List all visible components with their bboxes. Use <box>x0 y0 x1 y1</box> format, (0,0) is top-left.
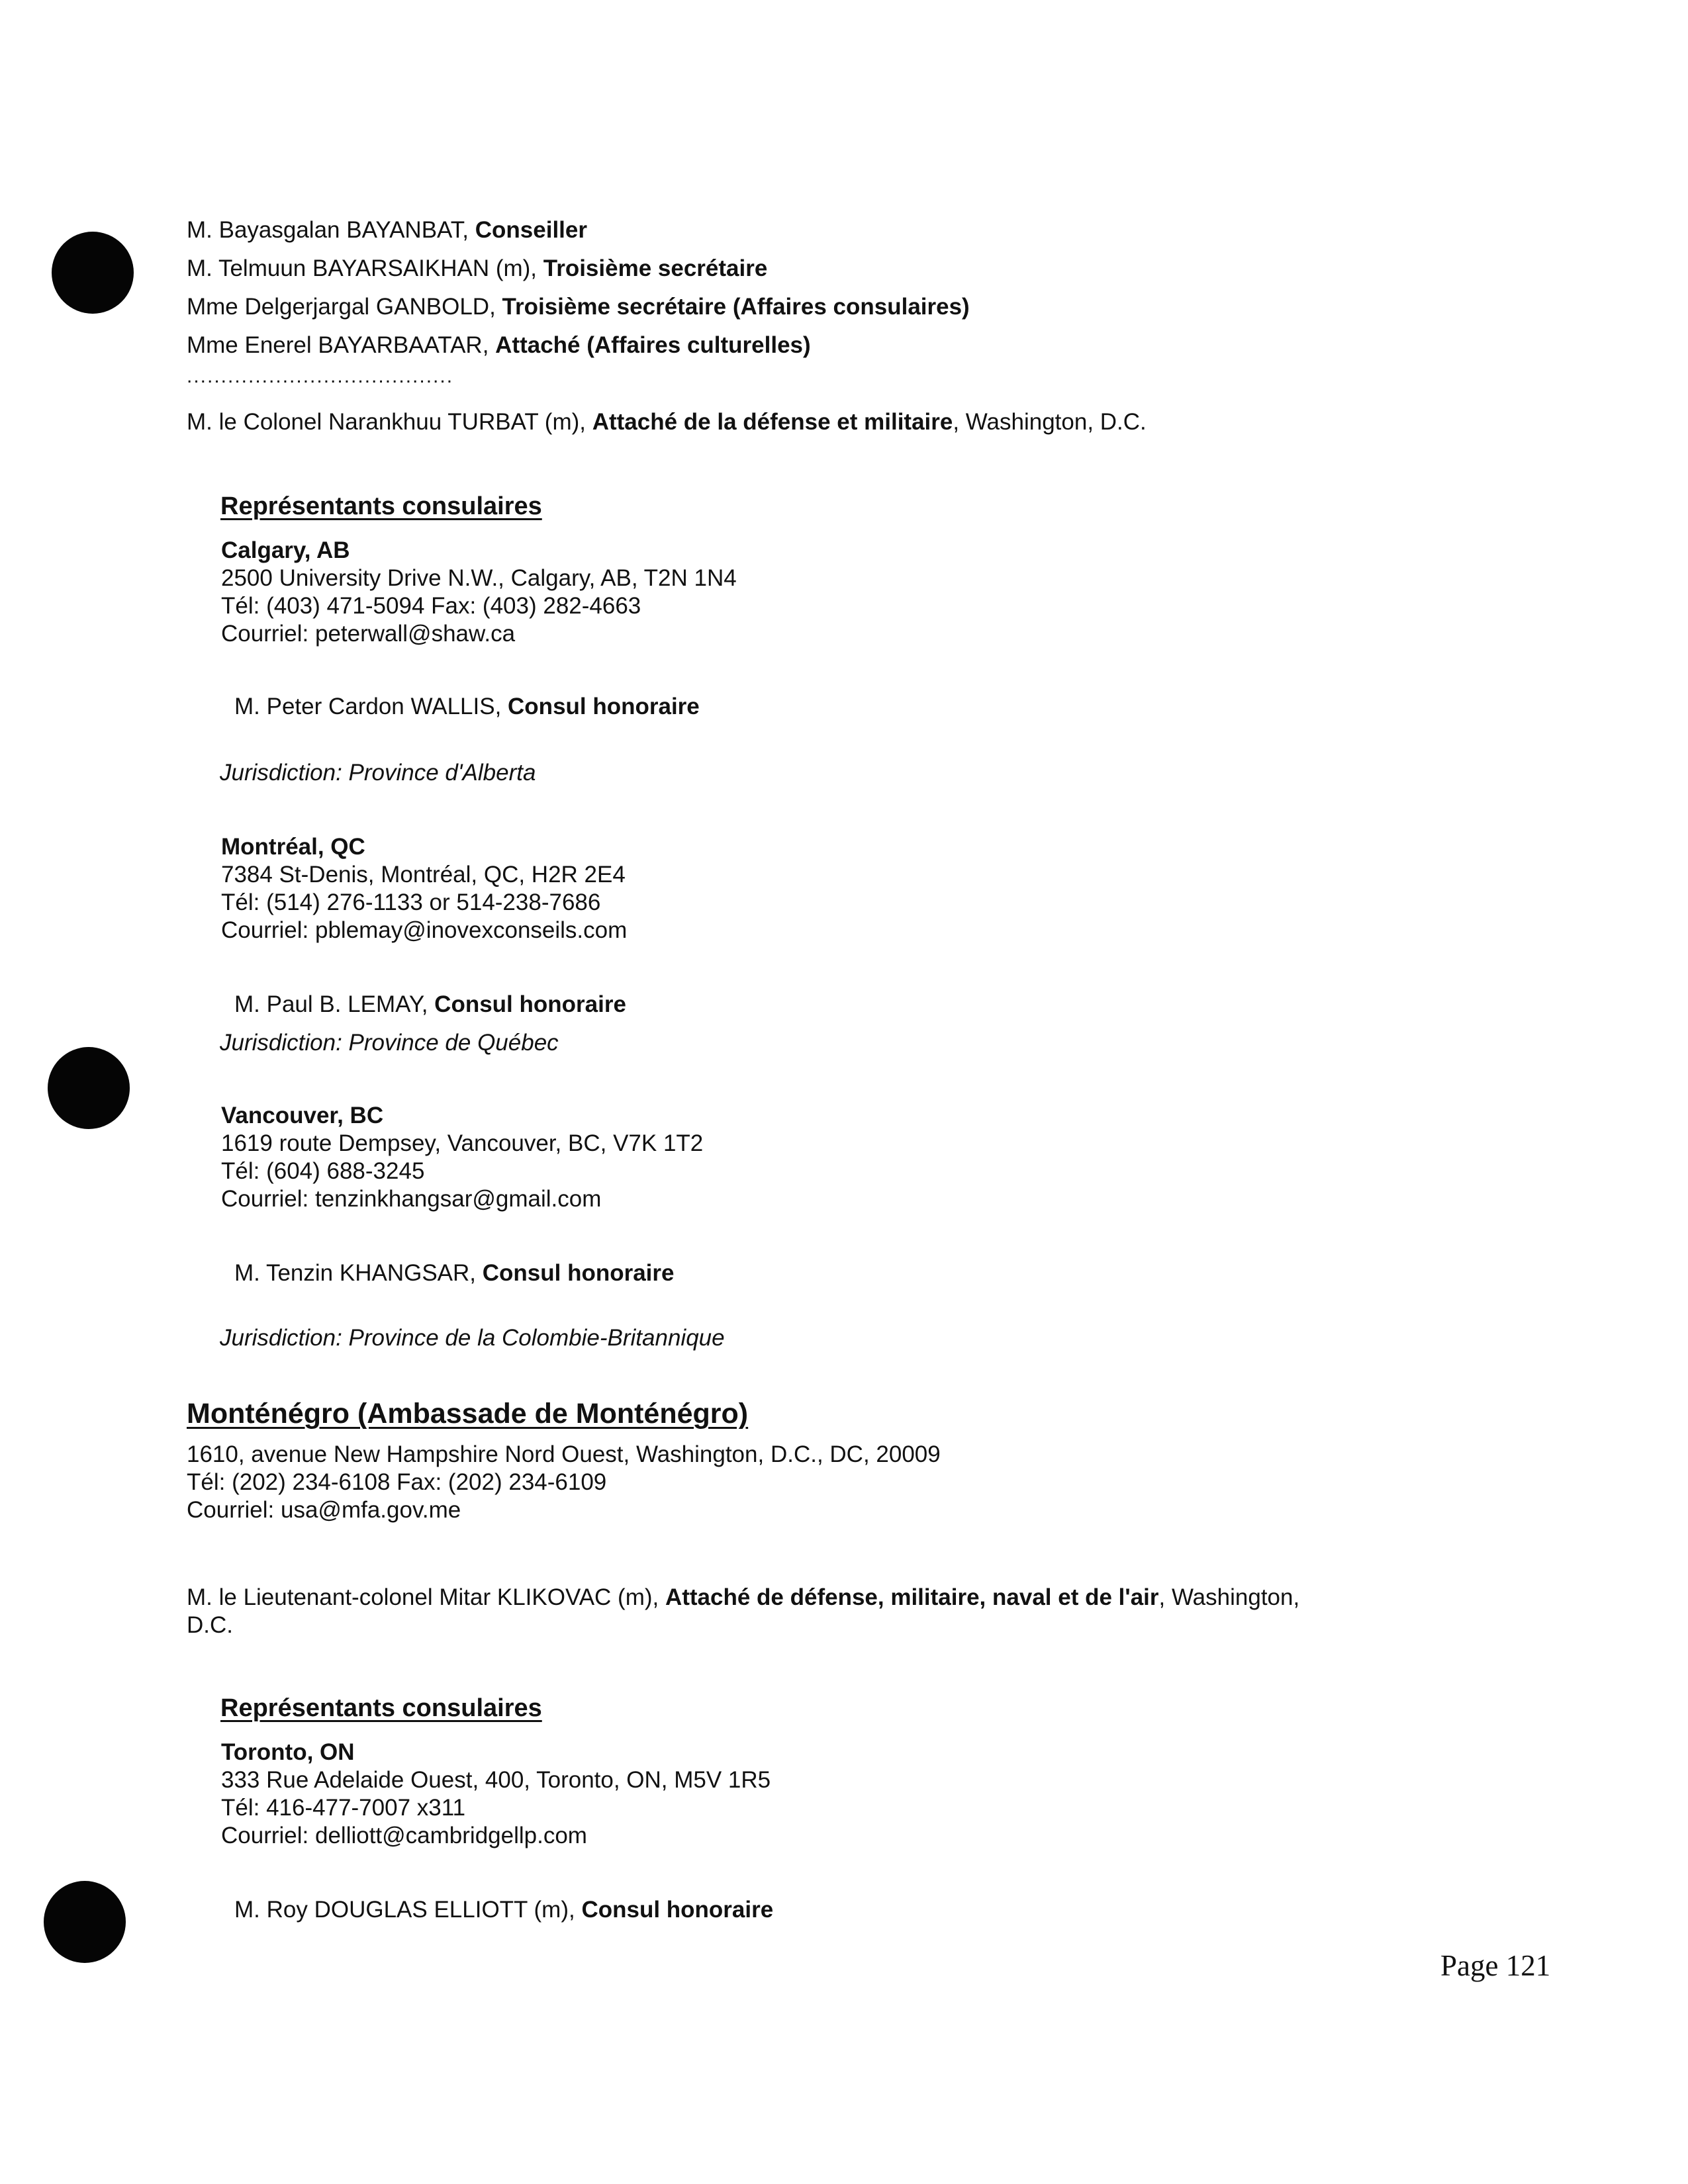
attache-location: , Washington, <box>1158 1584 1300 1610</box>
attache-title: Attaché de la défense et militaire <box>592 409 953 435</box>
attache-location: , Washington, D.C. <box>953 409 1147 435</box>
office-email: Courriel: peterwall@shaw.ca <box>221 621 516 647</box>
consul-name: M. Peter Cardon WALLIS, <box>234 694 508 719</box>
office-phone: Tél: (604) 688-3245 <box>221 1158 425 1184</box>
embassy-email: Courriel: usa@mfa.gov.me <box>187 1497 461 1523</box>
consul-entry <box>234 1259 675 1288</box>
jurisdiction: Jurisdiction: Province de la Colombie-Britannique <box>220 1325 725 1351</box>
office-city: Montréal, QC <box>221 834 365 860</box>
attache-name: M. le Colonel Narankhuu TURBAT (m), <box>187 409 592 435</box>
staff-entry <box>187 331 811 360</box>
binder-hole-bottom <box>44 1881 126 1963</box>
consul-entry <box>234 1895 773 1925</box>
consul-title: Consul honoraire <box>434 991 626 1017</box>
staff-title: Conseiller <box>475 217 587 243</box>
consular-heading: Représentants consulaires <box>220 1694 542 1722</box>
office-city: Vancouver, BC <box>221 1103 384 1128</box>
office-address: 2500 University Drive N.W., Calgary, AB, T2N 1N4 <box>221 565 737 591</box>
consul-name: M. Paul B. LEMAY, <box>234 991 435 1017</box>
consular-heading: Représentants consulaires <box>220 492 542 520</box>
consul-name: M. Tenzin KHANGSAR, <box>234 1260 483 1286</box>
consul-entry <box>234 990 626 1019</box>
consul-title: Consul honoraire <box>581 1897 774 1923</box>
jurisdiction: Jurisdiction: Province d'Alberta <box>220 760 536 786</box>
embassy-address: 1610, avenue New Hampshire Nord Ouest, Washington, D.C., DC, 20009 <box>187 1441 941 1467</box>
defense-attache-entry <box>187 1583 1299 1612</box>
staff-name: M. Telmuun BAYARSAIKHAN (m), <box>187 255 543 281</box>
staff-entry <box>187 216 587 245</box>
attache-title: Attaché de défense, militaire, naval et de l'air <box>665 1584 1159 1610</box>
staff-name: M. Bayasgalan BAYANBAT, <box>187 217 475 243</box>
defense-attache-entry <box>187 408 1147 437</box>
office-city: Calgary, AB <box>221 537 350 563</box>
attache-name: M. le Lieutenant-colonel Mitar KLIKOVAC (m), <box>187 1584 665 1610</box>
staff-name: Mme Delgerjargal GANBOLD, <box>187 294 502 320</box>
consul-title: Consul honoraire <box>508 694 700 719</box>
attache-location-continued: D.C. <box>187 1612 233 1638</box>
office-email: Courriel: delliott@cambridgellp.com <box>221 1823 587 1848</box>
staff-title: Troisième secrétaire (Affaires consulaires) <box>502 294 970 320</box>
jurisdiction: Jurisdiction: Province de Québec <box>220 1030 559 1056</box>
binder-hole-top <box>52 232 134 314</box>
staff-title: Attaché (Affaires culturelles) <box>495 332 811 358</box>
office-phone: Tél: (403) 471-5094 Fax: (403) 282-4663 <box>221 593 641 619</box>
staff-entry <box>187 293 970 322</box>
binder-hole-middle <box>48 1047 130 1129</box>
dotted-separator: ....................................... <box>187 365 454 387</box>
staff-name: Mme Enerel BAYARBAATAR, <box>187 332 496 358</box>
office-address: 7384 St-Denis, Montréal, QC, H2R 2E4 <box>221 862 626 887</box>
office-email: Courriel: tenzinkhangsar@gmail.com <box>221 1186 602 1212</box>
country-heading: Monténégro (Ambassade de Monténégro) <box>187 1398 749 1430</box>
office-phone: Tél: 416-477-7007 x311 <box>221 1795 466 1821</box>
page-number: Page 121 <box>1440 1949 1551 1982</box>
office-email: Courriel: pblemay@inovexconseils.com <box>221 917 628 943</box>
consul-title: Consul honoraire <box>482 1260 675 1286</box>
staff-title: Troisième secrétaire <box>543 255 768 281</box>
staff-entry <box>187 254 767 283</box>
office-city: Toronto, ON <box>221 1739 355 1765</box>
embassy-phone: Tél: (202) 234-6108 Fax: (202) 234-6109 <box>187 1469 607 1495</box>
office-address: 333 Rue Adelaide Ouest, 400, Toronto, ON, M5V 1R5 <box>221 1767 771 1793</box>
office-phone: Tél: (514) 276-1133 or 514-238-7686 <box>221 889 601 915</box>
office-address: 1619 route Dempsey, Vancouver, BC, V7K 1T2 <box>221 1130 704 1156</box>
consul-entry <box>234 692 700 721</box>
consul-name: M. Roy DOUGLAS ELLIOTT (m), <box>234 1897 582 1923</box>
